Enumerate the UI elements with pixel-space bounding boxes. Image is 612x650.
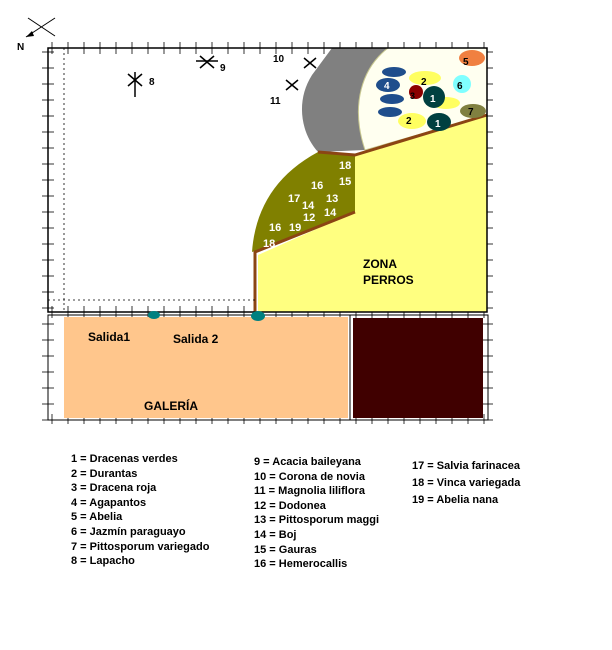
corner-label-6: 6 [457,81,463,92]
corner-label-2b: 2 [406,116,412,127]
legend-item: 9 = Acacia baileyana [254,456,361,468]
legend-column-1 [71,452,209,569]
salida1-label: Salida1 [88,330,131,344]
legend-item: 15 = Gauras [254,543,317,556]
legend-column-3 [412,458,520,509]
legend-item: 11 = Magnolia liliflora [254,485,365,498]
corner-label-1a: 1 [430,94,436,105]
salida2-label: Salida 2 [173,332,219,346]
bed-label-12: 12 [303,212,316,224]
tree-label-9: 9 [220,63,226,74]
zona-perros-label-2: PERROS [363,273,414,287]
legend-item: 10 = Corona de novia [254,470,365,483]
bed-label-17: 17 [288,193,301,205]
tree-8 [128,72,142,97]
legend-item: 18 = Vinca variegada [412,477,521,489]
legend-item: 1 = Dracenas verdes [71,453,178,465]
bed-label-13: 13 [326,193,339,205]
bed-label-18b: 18 [263,238,276,250]
legend-item: 3 = Dracena roja [71,482,157,495]
bed-label-19: 19 [289,222,302,234]
legend-item: 19 = Abelia nana [412,494,499,506]
salida1-marker [148,311,160,319]
bed-label-16b: 16 [269,222,282,234]
bed-label-14a: 14 [302,200,315,212]
compass-label: N [17,42,25,53]
tree-11 [286,80,298,90]
bed-label-18a: 18 [339,160,352,172]
corner-label-5: 5 [463,57,469,68]
legend-item: 13 = Pittosporum maggi [254,514,379,527]
legend-item: 6 = Jazmín paraguayo [71,525,186,538]
bed-label-14b: 14 [324,207,337,219]
corner-label-4: 4 [384,81,390,92]
corner-label-1b: 1 [435,119,441,130]
legend-item: 14 = Boj [254,528,297,541]
bed-label-15: 15 [339,176,352,188]
corner-label-2a: 2 [421,77,427,88]
legend-column-2 [254,455,379,572]
tree-label-10: 10 [273,54,285,65]
salida2-marker [251,311,265,321]
tree-9 [196,56,218,68]
tree-10 [304,58,316,68]
tree-label-8: 8 [149,77,155,88]
legend-item: 12 = Dodonea [254,499,326,512]
legend-item: 17 = Salvia farinacea [412,460,520,472]
legend-item: 4 = Agapantos [71,496,147,509]
tree-label-11: 11 [270,96,281,107]
legend-item: 5 = Abelia [71,511,123,524]
galeria-label: GALERÍA [144,399,198,413]
legend-item: 2 = Durantas [71,467,138,480]
corner-label-3: 3 [410,91,416,101]
bed-label-16a: 16 [311,180,324,192]
corner-label-7: 7 [468,107,474,118]
zona-perros-label-1: ZONA [363,257,397,271]
legend-item: 7 = Pittosporum variegado [71,540,210,553]
legend-item: 8 = Lapacho [71,555,135,568]
legend-item: 16 = Hemerocallis [254,558,348,571]
dark-room [353,318,483,418]
